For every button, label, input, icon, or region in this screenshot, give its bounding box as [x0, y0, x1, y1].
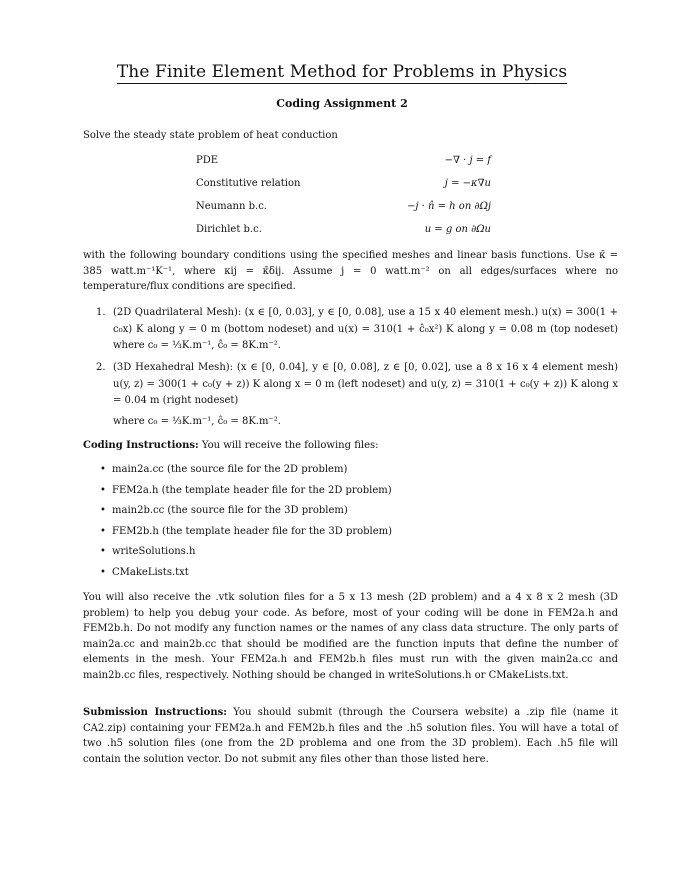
- submission-instructions: [83, 705, 618, 767]
- problem-1: [96, 305, 618, 355]
- problem-2-number: 2.: [96, 362, 106, 373]
- equation-constitutive: j = −κ∇u: [444, 178, 491, 189]
- document-title: The Finite Element Method for Problems in Physics: [116, 62, 568, 82]
- file-list-item: • writeSolutions.h: [100, 542, 392, 563]
- equation-neumann: −j · n̂ = h on ∂Ωj: [406, 201, 491, 212]
- intro-text: Solve the steady state problem of heat conduction: [83, 130, 338, 141]
- equation-pde: −∇ · j = f: [444, 155, 491, 166]
- submission-heading: Submission Instructions:: [83, 707, 227, 718]
- equation-label-dirichlet: Dirichlet b.c.: [196, 224, 262, 235]
- problem-2-where: where c₀ = ⅓K.m⁻¹, ĉ₀ = 8K.m⁻².: [113, 416, 281, 427]
- document-subtitle: Coding Assignment 2: [276, 97, 408, 110]
- coding-instructions-heading: Coding Instructions:: [83, 440, 199, 451]
- equation-dirichlet: u = g on ∂Ωu: [424, 224, 491, 235]
- boundary-conditions-text: with the following boundary conditions using the specified meshes and linear basis functions. Use κ̄ = 385 watt.m⁻¹K⁻¹, where κij = κ̄δij. Assume j = 0 watt.m⁻² on all edges/surfaces where no temperature/flux conditions are specified.: [83, 250, 618, 292]
- problem-2: [96, 360, 618, 410]
- coding-instructions-lead: [83, 438, 618, 454]
- problem-2-text: (3D Hexahedral Mesh): (x ∈ [0, 0.04], y ∈ [0, 0.08], z ∈ [0, 0.02], use a 8 x 16 x 4 element mesh) u(y, z) = 300(1 + c₀(y + z)) K along x = 0 m (left nodeset) and u(y, z) = 310(1 + c₀(y + z)) K along x = 0.04 m (right nodeset): [113, 362, 618, 406]
- file-list: [100, 460, 392, 583]
- equation-label-pde: PDE: [196, 155, 219, 166]
- equation-label-constitutive: Constitutive relation: [196, 178, 301, 189]
- file-list-item: • FEM2a.h (the template header file for the 2D problem): [100, 481, 392, 502]
- coding-instructions-text: You will receive the following files:: [201, 440, 379, 451]
- submission-text: You should submit (through the Coursera website) a .zip file (name it CA2.zip) containing your FEM2a.h and FEM2b.h files and the .h5 solution files. You will have a total of two .h5 solution files (one from the 2D problema and one from the 3D problem). Each .h5 file will contain the solution vector. Do not submit any files other than those listed here.: [83, 707, 618, 765]
- file-list-item: • main2a.cc (the source file for the 2D problem): [100, 460, 392, 481]
- file-list-item: • CMakeLists.txt: [100, 563, 392, 584]
- equation-label-neumann: Neumann b.c.: [196, 201, 267, 212]
- coding-paragraph: You will also receive the .vtk solution files for a 5 x 13 mesh (2D problem) and a 4 x 8 x 2 mesh (3D problem) to help you debug your code. As before, most of your coding will be done in FEM2a.h and FEM2b.h. Do not modify any function names or the names of any class data structure. The only parts of main2a.cc and main2b.cc that should be modified are the function inputs that define the number of elements in the mesh. Your FEM2a.h and FEM2b.h files must run with the given main2a.cc and main2b.cc files, respectively. Nothing should be changed in writeSolutions.h or CMakeLists.txt.: [83, 592, 618, 681]
- file-list-item: • main2b.cc (the source file for the 3D problem): [100, 501, 392, 522]
- problem-1-number: 1.: [96, 307, 106, 318]
- problem-1-text: (2D Quadrilateral Mesh): (x ∈ [0, 0.03], y ∈ [0, 0.08], use a 15 x 40 element mesh.) u(x) = 300(1 + c₀x) K along y = 0 m (bottom nodeset) and u(x) = 310(1 + ĉ₀x²) K along y = 0.08 m (top nodeset) where c₀ = ⅓K.m⁻¹, ĉ₀ = 8K.m⁻².: [113, 307, 618, 351]
- file-list-item: • FEM2b.h (the template header file for the 3D problem): [100, 522, 392, 543]
